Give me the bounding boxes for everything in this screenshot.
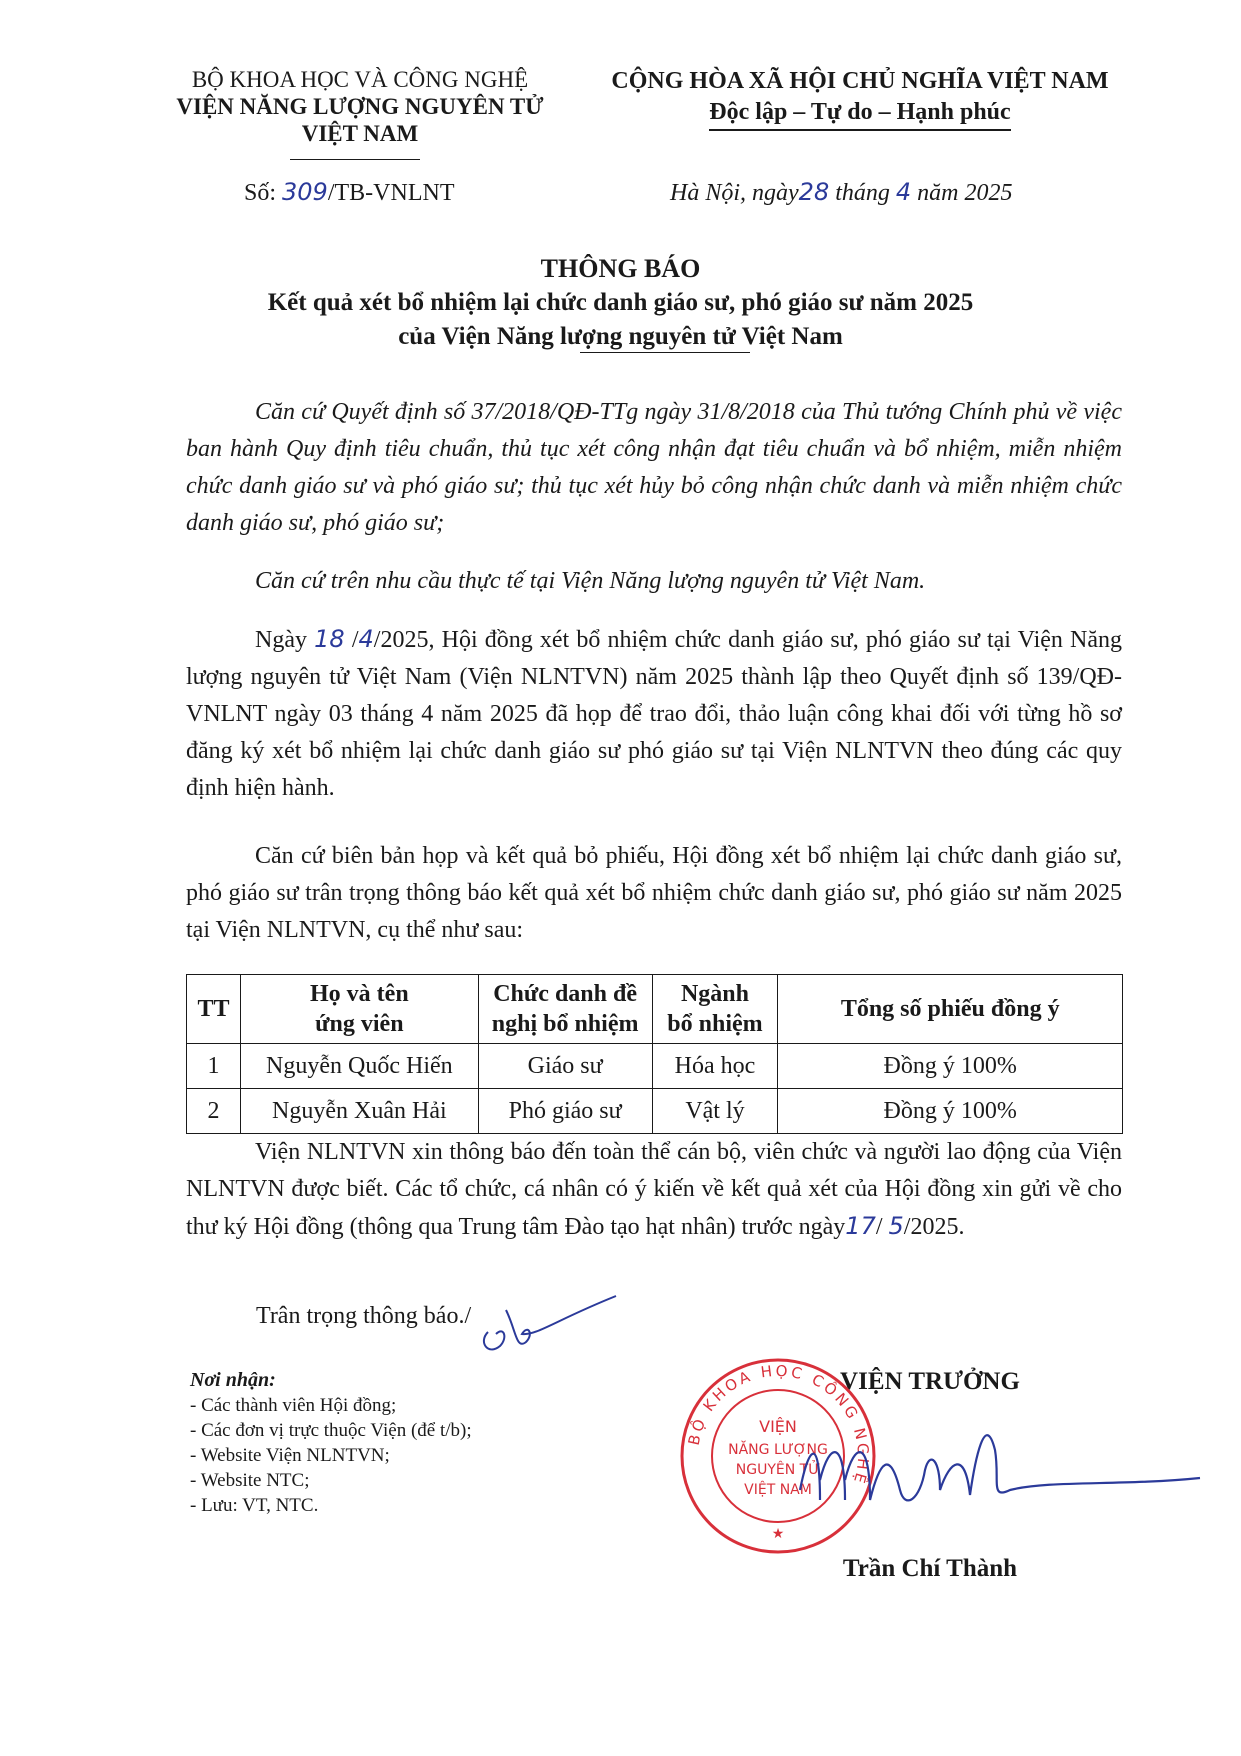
cell-tt: 1 [187,1044,241,1089]
cell-votes: Đồng ý 100% [778,1089,1123,1134]
cell-title: Phó giáo sư [478,1089,652,1134]
title-sub-2: của Viện Năng lượng nguyên tử Việt Nam [398,323,843,350]
agency-block [140,66,580,147]
handwritten-signature [790,1420,1210,1540]
needs-basis-paragraph: Căn cứ trên nhu cầu thực tế tại Viện Năng lượng nguyên tử Việt Nam. [255,568,926,594]
initials-scribble [476,1290,626,1360]
table-header-row [187,975,1123,1044]
list-item: - Website Viện NLNTVN; [190,1445,390,1466]
title-main: THÔNG BÁO [540,254,701,283]
handwritten-month: 4 [895,178,912,206]
handwritten-meeting-month: 4 [358,625,374,653]
list-item: - Website NTC; [190,1470,310,1491]
handwritten-day: 28 [798,178,830,206]
institute-name: VIỆN NĂNG LƯỢNG NGUYÊN TỬ [176,94,544,119]
list-item: - Các thành viên Hội đồng; [190,1395,397,1416]
cell-name: Nguyễn Xuân Hải [240,1089,478,1134]
cell-field: Vật lý [652,1089,778,1134]
header-tt: TT [187,975,241,1044]
header-field: Ngành bổ nhiệm [652,975,778,1044]
agency-underline [290,159,420,160]
list-item: - Các đơn vị trực thuộc Viện (để t/b); [190,1420,472,1441]
republic-name: CỘNG HÒA XÃ HỘI CHỦ NGHĨA VIỆT NAM [611,68,1109,94]
svg-text:NĂNG LƯỢNG: NĂNG LƯỢNG [728,1442,828,1458]
closing-line: Trân trọng thông báo./ [256,1303,472,1329]
svg-text:NGUYÊN TỬ: NGUYÊN TỬ [735,1462,821,1478]
handwritten-meeting-day: 18 [314,625,345,653]
handwritten-doc-number: 309 [282,178,328,206]
svg-text:VIỆT NAM: VIỆT NAM [744,1482,812,1498]
title-sub-1: Kết quả xét bổ nhiệm lại chức danh giáo sư, phó giáo sư năm 2025 [267,289,974,316]
cell-tt: 2 [187,1089,241,1134]
notice-title [0,252,1241,354]
handwritten-deadline-month: 5 [888,1212,904,1240]
cell-votes: Đồng ý 100% [778,1044,1123,1089]
cell-title: Giáo sư [478,1044,652,1089]
title-underline [580,352,750,353]
voting-paragraph: Căn cứ biên bản họp và kết quả bỏ phiếu, Hội đồng xét bổ nhiệm lại chức danh giáo sư, phó giáo sư trân trọng thông báo kết quả xét bổ nhiệm chức danh giáo sư, phó giáo sư năm 2025 tại Viện NLNTVN, cụ thể như sau: [186,843,1122,943]
svg-text:BỘ KHOA HỌC CÔNG NGHỆ: BỘ KHOA HỌC CÔNG NGHỆ [684,1361,873,1488]
cell-field: Hóa học [652,1044,778,1089]
recipients-block [190,1368,472,1518]
header-title: Chức danh đề nghị bổ nhiệm [478,975,652,1044]
feedback-paragraph: Viện NLNTVN xin thông báo đến toàn thể cán bộ, viên chức và người lao động của Viện NLNTVN được biết. Các tổ chức, cá nhân có ý kiến về kết quả xét của Hội đồng xin gửi về cho thư ký Hội đồng (thông qua Trung tâm Đào tạo hạt nhân) trước ngày17/ 5/2025. [186,1139,1122,1240]
republic-block [580,66,1140,131]
signatory-title: VIỆN TRƯỞNG [840,1368,1020,1395]
document-date: Hà Nội, ngày28 tháng 4 năm 2025 [670,178,1013,206]
table-row [187,1089,1123,1134]
list-item: - Lưu: VT, NTC. [190,1495,319,1516]
cell-name: Nguyễn Quốc Hiến [240,1044,478,1089]
ministry-name: BỘ KHOA HỌC VÀ CÔNG NGHỆ [191,67,529,92]
header-name: Họ và tên ứng viên [240,975,478,1044]
header-votes: Tổng số phiếu đồng ý [778,975,1123,1044]
results-table [186,974,1123,1134]
svg-text:★: ★ [771,1526,785,1542]
recipients-heading: Nơi nhận: [190,1369,276,1391]
signatory-name: Trần Chí Thành [842,1555,1018,1582]
document-number: Số: 309/TB-VNLNT [244,178,455,206]
meeting-paragraph: Ngày 18 /4/2025, Hội đồng xét bổ nhiệm chức danh giáo sư, phó giáo sư tại Viện Năng lượng nguyên tử Việt Nam (Viện NLNTVN) năm 2025 thành lập theo Quyết định số 139/QĐ-VNLNT ngày 03 tháng 4 năm 2025 đã họp để trao đổi, thảo luận công khai đối với từng hồ sơ đăng ký xét bổ nhiệm lại chức danh giáo sư phó giáo sư tại Viện NLNTVN theo đúng các quy định hiện hành. [186,625,1123,801]
institute-name-country: VIỆT NAM [301,121,419,146]
table-row [187,1044,1123,1089]
legal-basis-paragraph: Căn cứ Quyết định số 37/2018/QĐ-TTg ngày 31/8/2018 của Thủ tướng Chính phủ về việc ban hành Quy định tiêu chuẩn, thủ tục xét công nhận đạt tiêu chuẩn và bổ nhiệm, miễn nhiệm chức danh giáo sư và phó giáo sư; thủ tục xét hủy bỏ công nhận chức danh và miễn nhiệm chức danh giáo sư, phó giáo sư; [186,399,1122,536]
handwritten-deadline-day: 17 [845,1212,876,1240]
motto: Độc lập – Tự do – Hạnh phúc [709,97,1010,131]
svg-text:VIỆN: VIỆN [759,1417,797,1436]
